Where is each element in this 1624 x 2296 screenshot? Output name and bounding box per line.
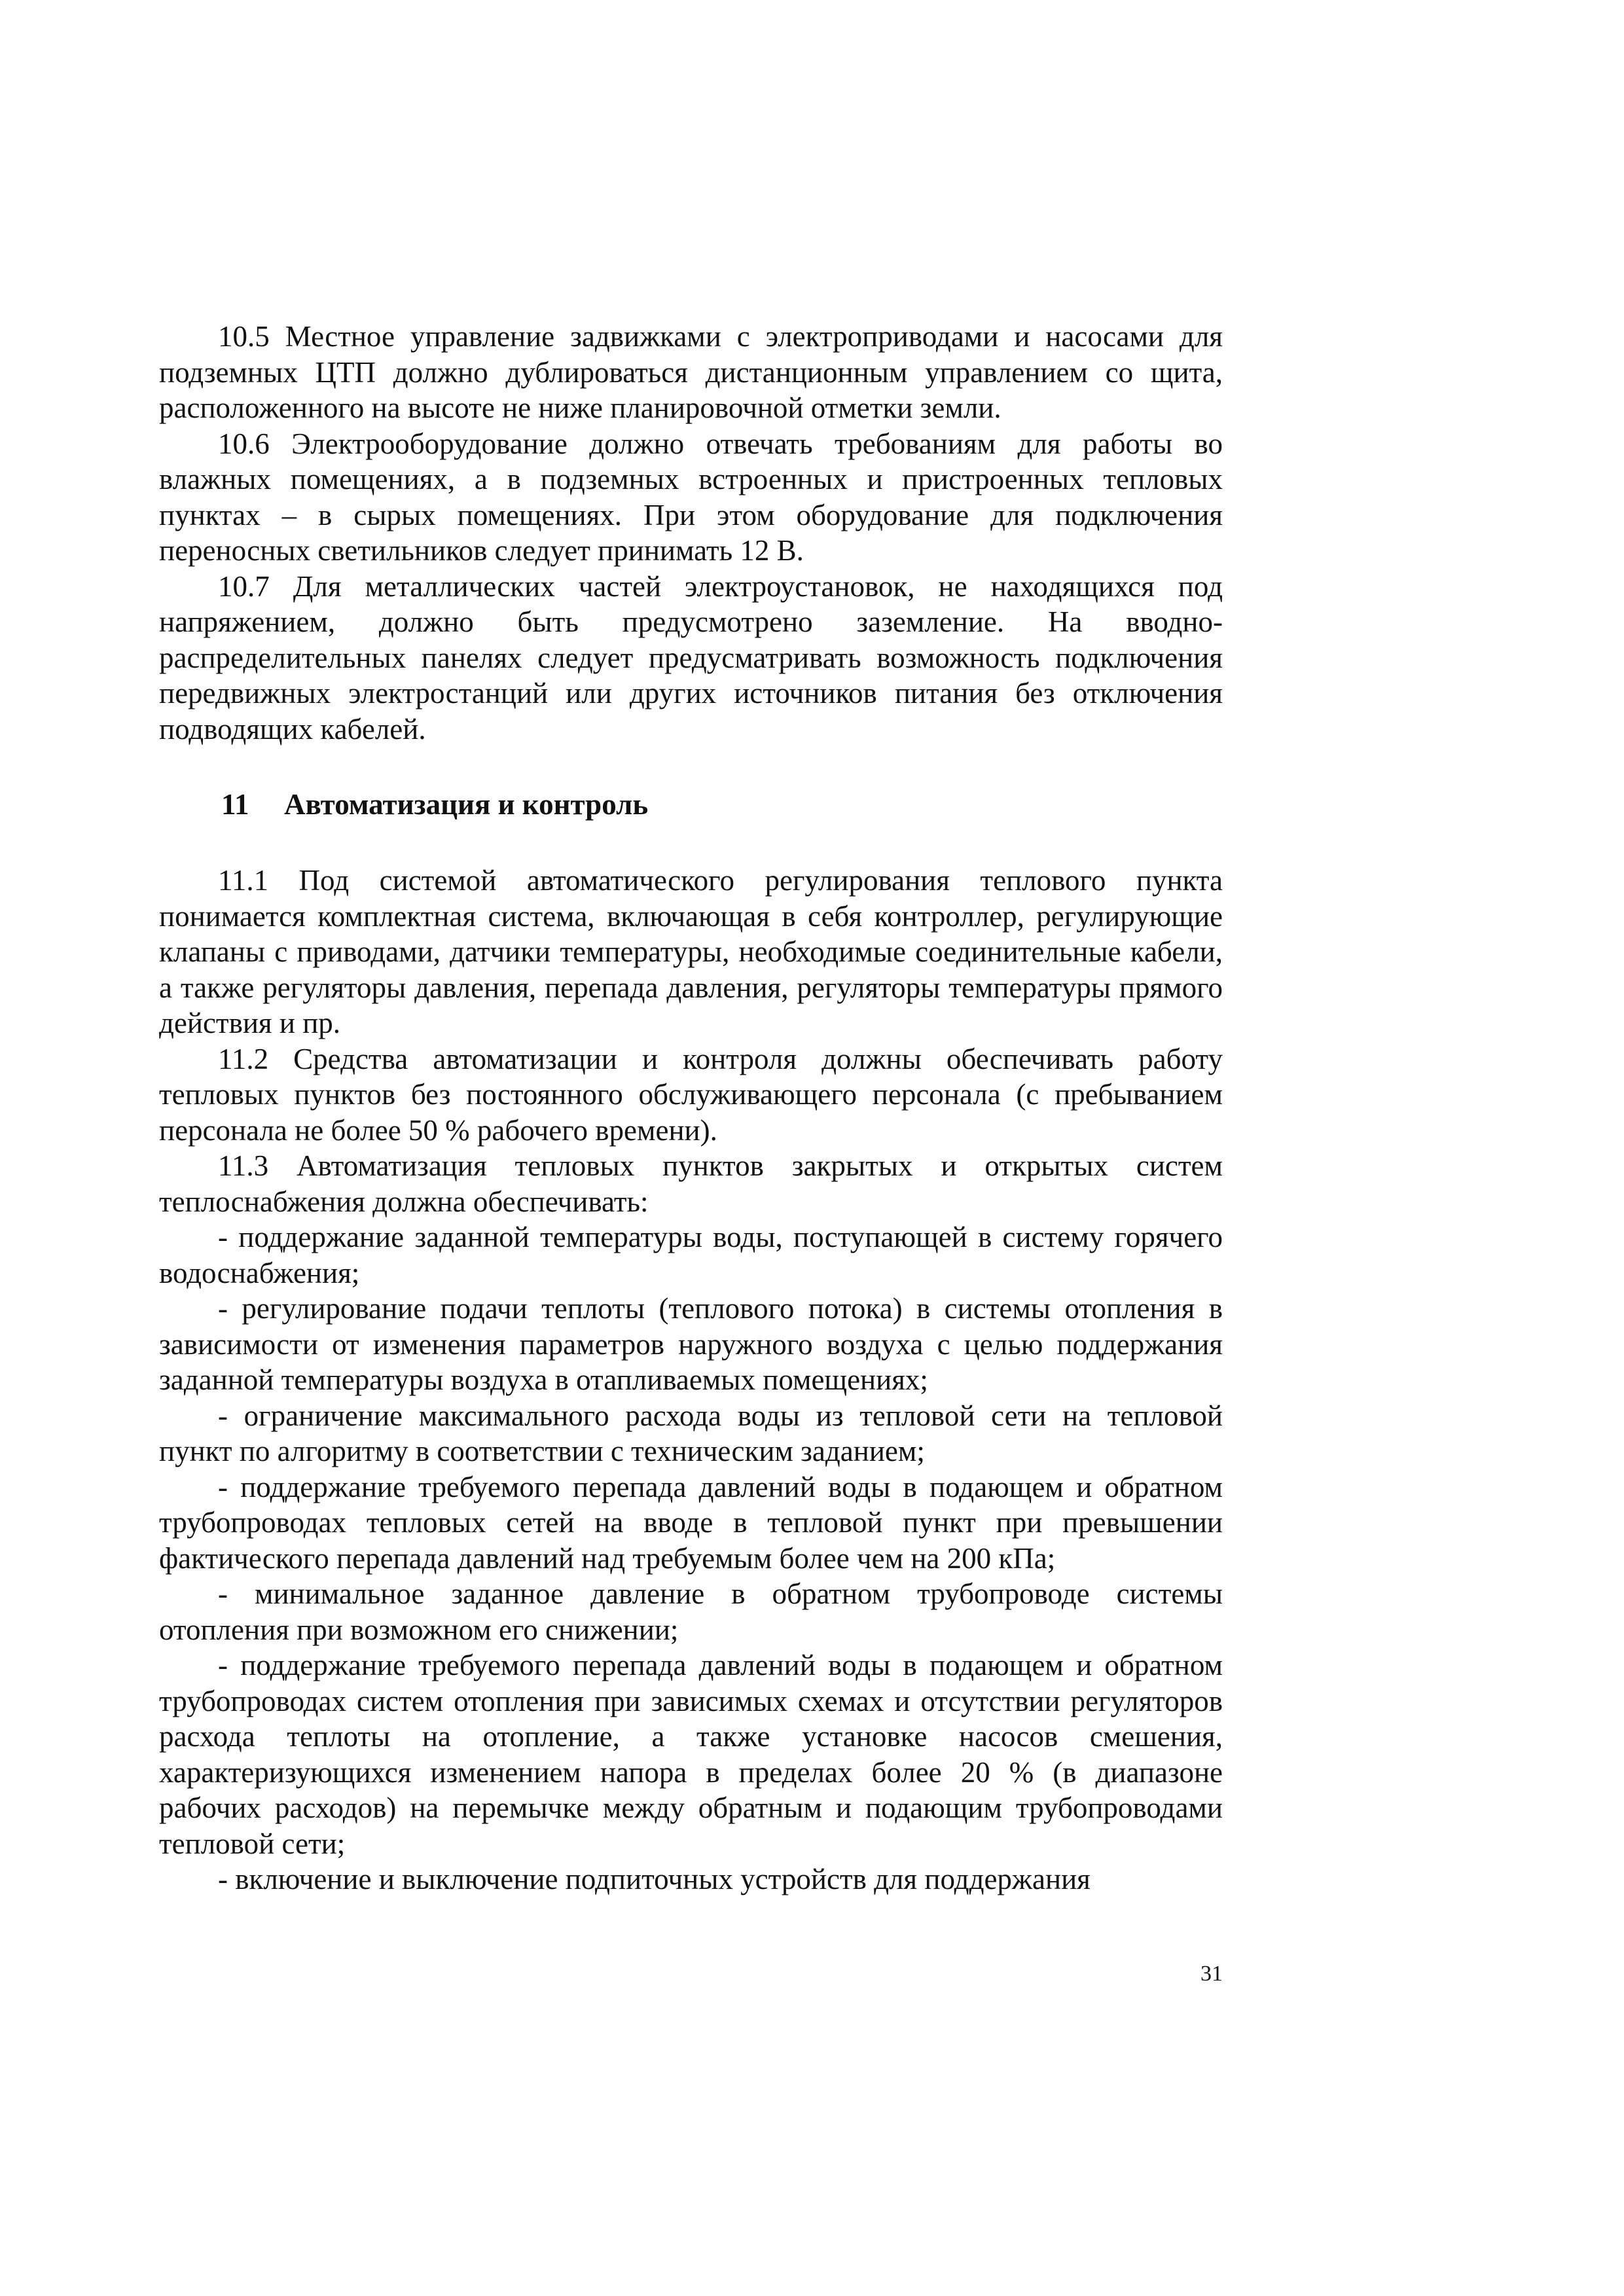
paragraph-10-5: 10.5 Местное управление задвижками с электроприводами и насосами для подземных ЦТП должно дублироваться дистанционным управлением со щита, расположенного на высоте не ниже планировочной отметки земли. [159,320,1223,424]
paragraph-10-7: 10.7 Для металлических частей электроустановок, не находящихся под напряжением, должно быть предусмотрено заземление. На вводно-распределительных панелях следует предусматривать возможность подключения передвижных электростанций или других источников питания без отключения подводящих кабелей. [159,569,1223,745]
list-item: - минимальное заданное давление в обратном трубопроводе системы отопления при возможном его снижении; [159,1577,1223,1646]
list-item: - поддержание заданной температуры воды, поступающей в систему горячего водоснабжения; [159,1221,1223,1289]
section-11-text [159,863,1223,1897]
section-heading [221,787,648,822]
section-title: Автоматизация и контроль [284,788,649,821]
list-item: - включение и выключение подпиточных устройств для поддержания [218,1863,1091,1895]
page-number: 31 [1200,1962,1223,1986]
paragraph-11-1: 11.1 Под системой автоматического регулирования теплового пункта понимается комплектная система, включающая в себя контроллер, регулирующие клапаны с приводами, датчики температуры, необходимые соединительные кабели, а также регуляторы давления, перепада давления, регуляторы температуры прямого действия и пр. [159,864,1223,1039]
section-10-text [159,319,1223,747]
paragraph-10-6: 10.6 Электрооборудование должно отвечать требованиям для работы во влажных помещениях, а в подземных встроенных и пристроенных тепловых пунктах – в сырых помещениях. При этом оборудование для подключения переносных светильников следует принимать 12 В. [159,427,1223,567]
section-number: 11 [221,788,249,821]
paragraph-11-3: 11.3 Автоматизация тепловых пунктов закрытых и открытых систем теплоснабжения должна обеспечивать: [159,1149,1223,1218]
list-item: - поддержание требуемого перепада давлений воды в подающем и обратном трубопроводах тепловых сетей на вводе в тепловой пункт при превышении фактического перепада давлений над требуемым более чем на 200 кПа; [159,1470,1223,1575]
list-item: - поддержание требуемого перепада давлений воды в подающем и обратном трубопроводах систем отопления при зависимых схемах и отсутствии регуляторов расхода теплоты на отопление, а также установке насосов смешения, характеризующихся изменением напора в пределах более 20 % (в диапазоне рабочих расходов) на перемычке между обратным и подающим трубопроводами тепловой сети; [159,1649,1223,1860]
paragraph-11-2: 11.2 Средства автоматизации и контроля должны обеспечивать работу тепловых пунктов без постоянного обслуживающего персонала (с пребыванием персонала не более 50 % рабочего времени). [159,1042,1223,1147]
list-item: - ограничение максимального расхода воды из тепловой сети на тепловой пункт по алгоритму в соответствии с техническим заданием; [159,1399,1223,1467]
list-item: - регулирование подачи теплоты (теплового потока) в системы отопления в зависимости от изменения параметров наружного воздуха с целью поддержания заданной температуры воздуха в отапливаемых помещениях; [159,1292,1223,1396]
